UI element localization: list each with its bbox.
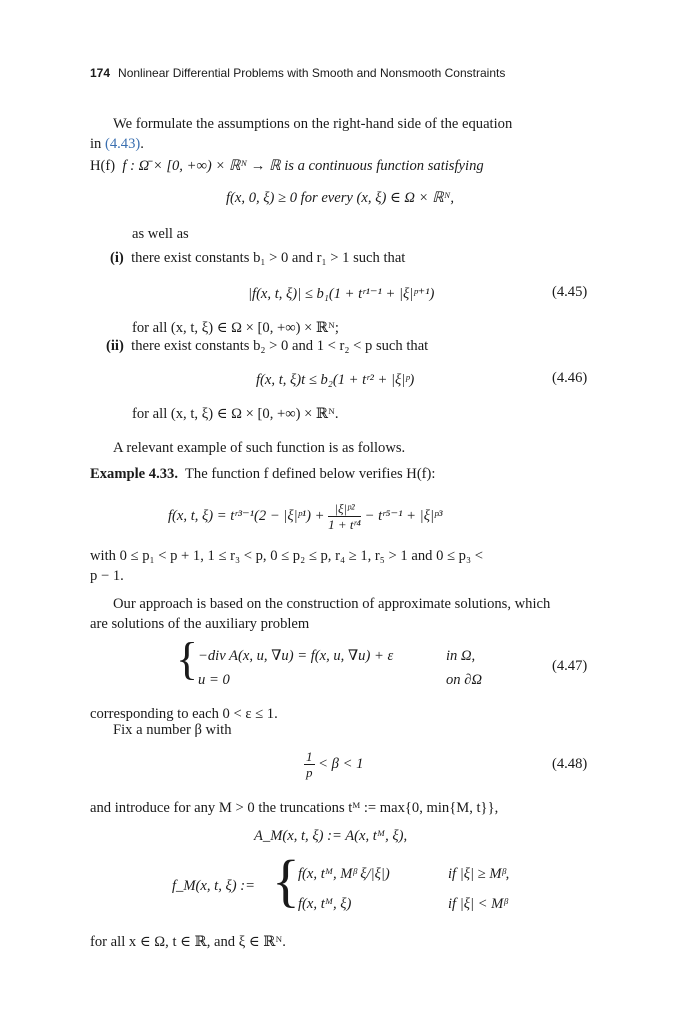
running-header (90, 66, 505, 80)
item-ii-label: (ii) (106, 338, 124, 354)
item-ii-text: there exist constants b₂ > 0 and 1 < r₂ < p such that (131, 338, 429, 354)
problem-row-2-equation: u = 0 (198, 672, 230, 688)
hypothesis-condition: f(x, 0, ξ) ≥ 0 for every (x, ξ) ∈ Ω × ℝᴺ, (226, 190, 455, 206)
item-ii-forall: for all (x, t, ξ) ∈ Ω × [0, +∞) × ℝᴺ. (132, 406, 339, 422)
example-conditions-2: p − 1. (90, 568, 124, 584)
item-i (110, 248, 405, 268)
as-well-as: as well as (132, 226, 189, 242)
relevant-example-text: A relevant example of such function is as follows. (113, 440, 406, 456)
problem-row-1-equation: −div A(x, u, ∇u) = f(x, u, ∇u) + ε (198, 648, 394, 664)
item-ii (106, 336, 428, 356)
fm-condition-2: if |ξ| < Mᵝ (448, 896, 508, 912)
approach-line-2: are solutions of the auxiliary problem (90, 616, 310, 632)
equation-number-4-47: (4.47) (552, 658, 588, 674)
example-fraction: $\frac{\text{|ξ|ᵖ²}}{\text{1 + tʳ⁴}}$ (328, 501, 361, 533)
final-line: for all x ∈ Ω, t ∈ ℝ, and ξ ∈ ℝᴺ. (90, 934, 286, 950)
problem-row-1-domain: in Ω, (446, 648, 476, 664)
equation-4-45: |f(x, t, ξ)| ≤ b₁(1 + tʳ¹⁻¹ + |ξ|ᵖ⁺¹) (248, 286, 435, 302)
equation-4-46: f(x, t, ξ)t ≤ b₂(1 + tʳ² + |ξ|ᵖ) (256, 372, 415, 388)
fm-case-1: f(x, tᴹ, Mᵝ ξ/|ξ|) (298, 866, 390, 882)
hypothesis-line (90, 156, 484, 176)
equation-number-4-45: (4.45) (552, 284, 588, 300)
page-number: 174 (90, 66, 111, 80)
item-i-label: (i) (110, 250, 124, 266)
hypothesis-statement: f : Ω̄ × [0, +∞) × ℝᴺ → ℝ is a continuous function satisfying (122, 158, 484, 174)
fix-text: Fix a number β with (113, 722, 232, 738)
intro-line-1: We formulate the assumptions on the right-hand side of the equation (113, 116, 513, 132)
truncation-text: and introduce for any M > 0 the truncations tᴹ := max{0, min{M, t}}, (90, 800, 499, 816)
running-title: Nonlinear Differential Problems with Smooth and Nonsmooth Constraints (118, 66, 506, 80)
item-i-forall: for all (x, t, ξ) ∈ Ω × [0, +∞) × ℝᴺ; (132, 320, 339, 336)
example-equation: f(x, t, ξ) = tʳ³⁻¹(2 − |ξ|ᵖ¹) + $\frac{\text{|ξ|ᵖ²}}{\text{1 + tʳ⁴}}$ − tʳ⁵⁻¹ + |ξ|ᵖ³ (168, 501, 443, 533)
problem-row-2-domain: on ∂Ω (446, 672, 483, 688)
example-conditions-1: with 0 ≤ p₁ < p + 1, 1 ≤ r₃ < p, 0 ≤ p₂ ≤ p, r₄ ≥ 1, r₅ > 1 and 0 ≤ p₃ < (90, 548, 483, 564)
example-heading (90, 464, 435, 484)
fm-condition-1: if |ξ| ≥ Mᵝ, (448, 866, 510, 882)
hypothesis-label: H(f) (90, 158, 116, 174)
intro-line-2: in (4.43). (90, 136, 144, 152)
item-i-text: there exist constants b₁ > 0 and r₁ > 1 such that (131, 250, 406, 266)
example-text: The function f defined below verifies H(f): (185, 466, 436, 482)
equation-ref-link[interactable]: (4.43) (105, 136, 141, 152)
equation-number-4-48: (4.48) (552, 756, 588, 772)
fm-brace: { (272, 848, 300, 913)
beta-fraction: $\frac{1}{p}$ (306, 749, 313, 781)
corresponding-text: corresponding to each 0 < ε ≤ 1. (90, 706, 278, 722)
fm-case-2: f(x, tᴹ, ξ) (298, 896, 352, 912)
fm-left: f_M(x, t, ξ) := (172, 878, 255, 894)
example-label: Example 4.33. (90, 466, 178, 482)
approach-line-1: Our approach is based on the construction of approximate solutions, which (113, 596, 551, 612)
beta-inequality: $\frac{1}{p}$ < β < 1 (306, 749, 364, 781)
problem-brace: { (176, 633, 199, 684)
am-definition: A_M(x, t, ξ) := A(x, tᴹ, ξ), (254, 828, 408, 844)
equation-number-4-46: (4.46) (552, 370, 588, 386)
